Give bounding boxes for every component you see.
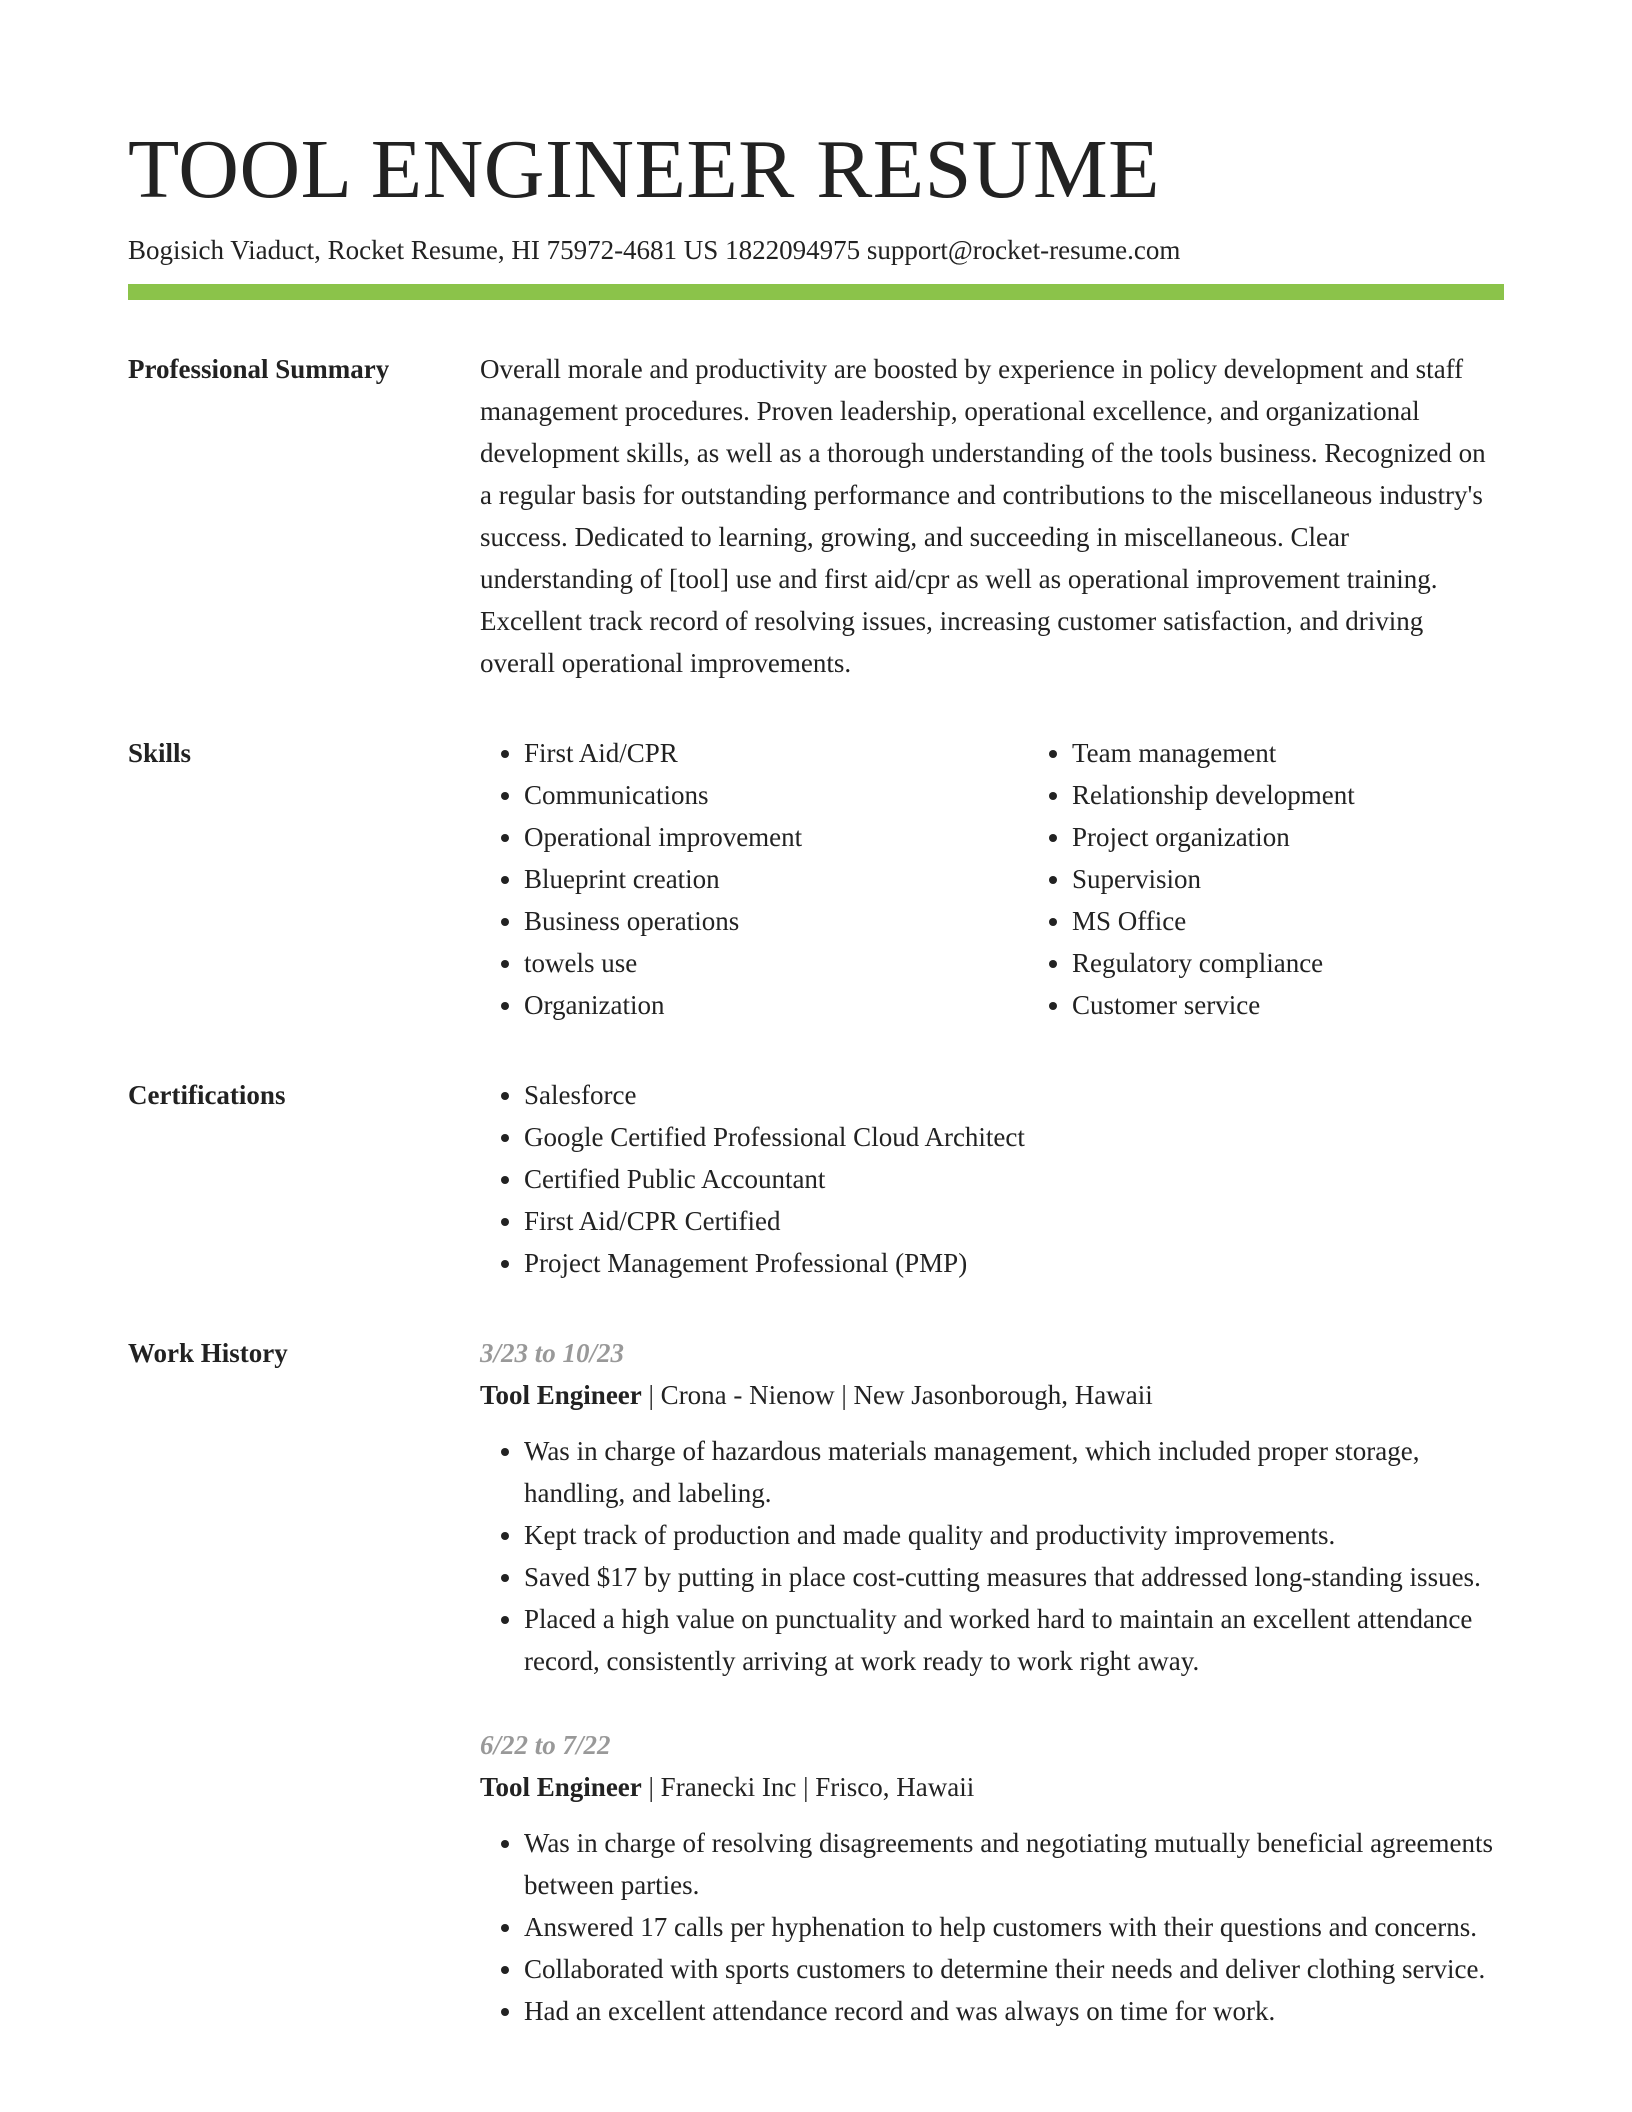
skill-item: • Communications: [524, 774, 1028, 816]
job-bullets: [480, 1822, 1504, 2032]
skill-item: • Regulatory compliance: [1072, 942, 1504, 984]
skills-list-left: [480, 732, 1028, 1026]
contact-line: Bogisich Viaduct, Rocket Resume, HI 75972-4681 US 1822094975 support@rocket-resume.com: [128, 235, 1181, 265]
section-label-work-history: Work History: [128, 1338, 288, 1368]
job-bullets: [480, 1430, 1504, 1682]
job-bullet: • Kept track of production and made quality and productivity improvements.: [524, 1514, 1504, 1556]
job-bullet: • Was in charge of resolving disagreements and negotiating mutually beneficial agreements between parties.: [524, 1822, 1504, 1906]
skills-section: [128, 732, 1504, 1026]
resume-title: TOOL ENGINEER RESUME: [128, 123, 1160, 216]
job-bullet: • Answered 17 calls per hyphenation to help customers with their questions and concerns.: [524, 1906, 1504, 1948]
skill-item: • towels use: [524, 942, 1028, 984]
job-bullet: • Was in charge of hazardous materials management, which included proper storage, handling, and labeling.: [524, 1430, 1504, 1514]
job-details: | Franecki Inc | Frisco, Hawaii: [641, 1772, 975, 1802]
job-date: 6/22 to 7/22: [480, 1730, 611, 1760]
section-label-skills: Skills: [128, 738, 192, 768]
certifications-content: [480, 1074, 1504, 1284]
job-heading: [480, 1374, 1504, 1416]
section-label-summary: Professional Summary: [128, 354, 390, 384]
job-date: 3/23 to 10/23: [480, 1338, 625, 1368]
job-heading: [480, 1766, 1504, 1808]
certifications-list: [480, 1074, 1504, 1284]
skill-item: • Customer service: [1072, 984, 1504, 1026]
skill-item: • Blueprint creation: [524, 858, 1028, 900]
job-bullet: • Collaborated with sports customers to determine their needs and deliver clothing service.: [524, 1948, 1504, 1990]
certification-item: • Google Certified Professional Cloud Architect: [524, 1116, 1504, 1158]
skill-item: • Organization: [524, 984, 1028, 1026]
skill-item: • First Aid/CPR: [524, 732, 1028, 774]
skills-content: [480, 732, 1504, 1026]
job-title: Tool Engineer: [480, 1772, 642, 1802]
summary-section: [128, 348, 1504, 684]
certification-item: • Project Management Professional (PMP): [524, 1242, 1504, 1284]
certification-item: • Salesforce: [524, 1074, 1504, 1116]
job-bullet: • Saved $17 by putting in place cost-cutting measures that addressed long-standing issues.: [524, 1556, 1504, 1598]
skill-item: • Business operations: [524, 900, 1028, 942]
job-bullet: • Had an excellent attendance record and was always on time for work.: [524, 1990, 1504, 2032]
skills-list-right: [1028, 732, 1504, 1026]
work-history-content: [480, 1332, 1504, 2032]
skill-item: • Project organization: [1072, 816, 1504, 858]
skill-item: • Team management: [1072, 732, 1504, 774]
job-bullet: • Placed a high value on punctuality and worked hard to maintain an excellent attendance record, consistently arriving at work ready to work right away.: [524, 1598, 1504, 1682]
certifications-section: [128, 1074, 1504, 1284]
job-title: Tool Engineer: [480, 1380, 642, 1410]
skill-item: • Relationship development: [1072, 774, 1504, 816]
skill-item: • MS Office: [1072, 900, 1504, 942]
resume-page: [128, 120, 1504, 2032]
job-entry: [480, 1724, 1504, 2032]
skill-item: • Supervision: [1072, 858, 1504, 900]
job-entry: [480, 1332, 1504, 1682]
summary-content: [480, 348, 1504, 684]
certification-item: • Certified Public Accountant: [524, 1158, 1504, 1200]
certification-item: • First Aid/CPR Certified: [524, 1200, 1504, 1242]
work-history-section: [128, 1332, 1504, 2032]
skill-item: • Operational improvement: [524, 816, 1028, 858]
summary-text: Overall morale and productivity are boosted by experience in policy development and staff management procedures. Proven leadership, operational excellence, and organizational development skills, as well as a thorough understanding of the tools business. Recognized on a regular basis for outstanding performance and contributions to the miscellaneous industry's success. Dedicated to learning, growing, and succeeding in miscellaneous. Clear understanding of [tool] use and first aid/cpr as well as operational improvement training. Excellent track record of resolving issues, increasing customer satisfaction, and driving overall operational improvements.: [480, 354, 1486, 678]
job-details: | Crona - Nienow | New Jasonborough, Hawaii: [641, 1380, 1153, 1410]
header-divider: [128, 284, 1504, 300]
section-label-certifications: Certifications: [128, 1080, 286, 1110]
